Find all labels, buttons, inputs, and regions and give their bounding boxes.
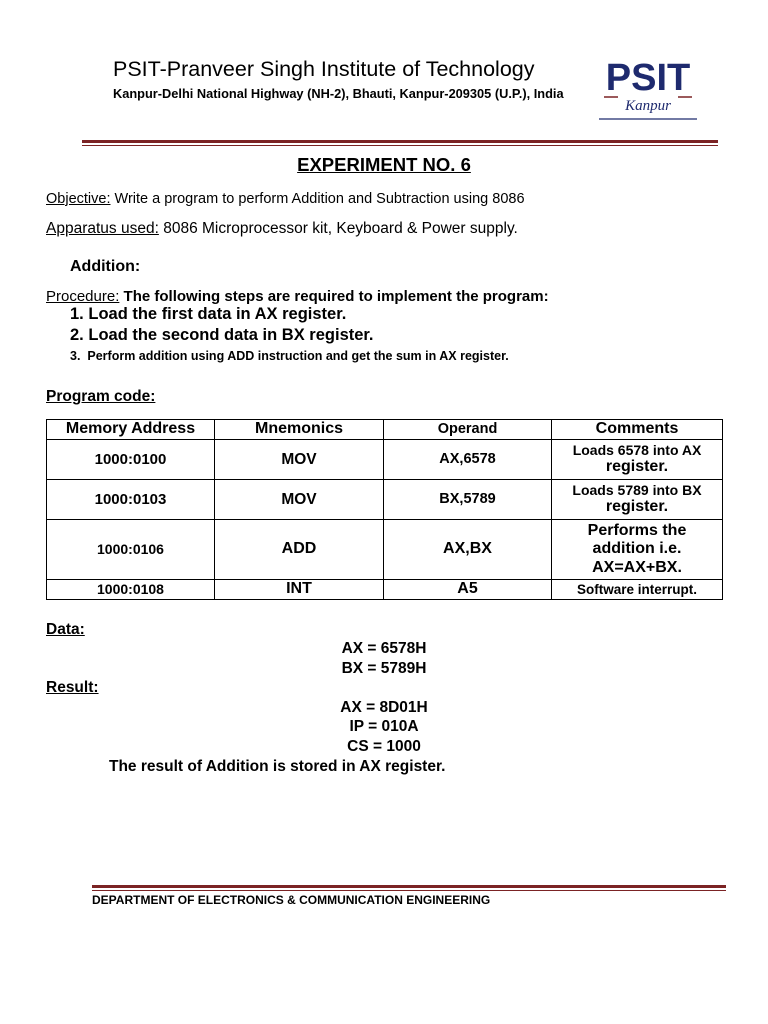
procedure-text: The following steps are required to implement the program: (123, 288, 549, 305)
logo-subtext: Kanpur (625, 98, 671, 114)
psit-logo (596, 58, 700, 124)
procedure-label: Procedure: (46, 288, 120, 305)
apparatus-text: 8086 Microprocessor kit, Keyboard & Power supply. (163, 220, 518, 237)
cell-operand: AX,BX (384, 520, 552, 580)
institute-name: PSIT-Pranveer Singh Institute of Technology (113, 57, 535, 81)
cell-comment: Loads 6578 into AX register. (552, 440, 723, 480)
result-label: Result: (46, 679, 99, 696)
table-row (47, 480, 723, 520)
cell-comment: Loads 5789 into BX register. (552, 480, 723, 520)
procedure-steps (70, 305, 509, 363)
objective-label: Objective: (46, 191, 111, 207)
procedure-line (46, 288, 549, 305)
procedure-step: 1. Load the first data in AX register. (70, 305, 347, 323)
table-row (47, 580, 723, 600)
cell-mnemonic: MOV (215, 440, 384, 480)
objective-line (46, 191, 525, 207)
institute-address: Kanpur-Delhi National Highway (NH-2), Bhauti, Kanpur-209305 (U.P.), India (113, 86, 564, 101)
header-memory-address: Memory Address (47, 420, 215, 440)
department-name: DEPARTMENT OF ELECTRONICS & COMMUNICATION ENGINEERING (92, 893, 491, 907)
data-line: AX = 6578H (341, 640, 427, 657)
program-code-table (46, 419, 723, 600)
cell-operand: AX,6578 (384, 440, 552, 480)
experiment-title: EXPERIMENT NO. 6 (297, 154, 471, 175)
cell-mnemonic: MOV (215, 480, 384, 520)
procedure-step: 2. Load the second data in BX register. (70, 326, 374, 344)
procedure-step: 3. Perform addition using ADD instruction and get the sum in AX register. (70, 349, 509, 363)
program-code-label: Program code: (46, 388, 156, 405)
logo-text: PSIT (605, 58, 691, 99)
cell-comment: Software interrupt. (552, 580, 723, 600)
cell-address: 1000:0106 (47, 520, 215, 580)
result-line: CS = 1000 (347, 738, 421, 755)
apparatus-label: Apparatus used: (46, 220, 159, 237)
header-divider-thin (82, 145, 718, 146)
cell-comment: Performs the addition i.e. AX=AX+BX. (552, 520, 723, 580)
footer-divider (92, 885, 726, 888)
result-line: AX = 8D01H (340, 699, 428, 716)
header-divider (82, 140, 718, 143)
header-operand: Operand (384, 420, 552, 440)
cell-mnemonic: ADD (215, 520, 384, 580)
footer-divider-thin (92, 890, 726, 891)
data-line: BX = 5789H (341, 660, 427, 677)
cell-address: 1000:0103 (47, 480, 215, 520)
cell-mnemonic: INT (215, 580, 384, 600)
table-header-row (47, 420, 723, 440)
objective-text: Write a program to perform Addition and Subtraction using 8086 (114, 191, 525, 207)
data-label: Data: (46, 621, 85, 638)
apparatus-line (46, 220, 518, 238)
result-conclusion: The result of Addition is stored in AX register. (109, 758, 446, 775)
header-comments: Comments (552, 420, 723, 440)
section-heading: Addition: (70, 258, 141, 275)
header-mnemonics: Mnemonics (215, 420, 384, 440)
table-row (47, 440, 723, 480)
result-line: IP = 010A (349, 718, 419, 735)
cell-operand: A5 (384, 580, 552, 600)
cell-operand: BX,5789 (384, 480, 552, 520)
table-row (47, 520, 723, 580)
cell-address: 1000:0100 (47, 440, 215, 480)
cell-address: 1000:0108 (47, 580, 215, 600)
